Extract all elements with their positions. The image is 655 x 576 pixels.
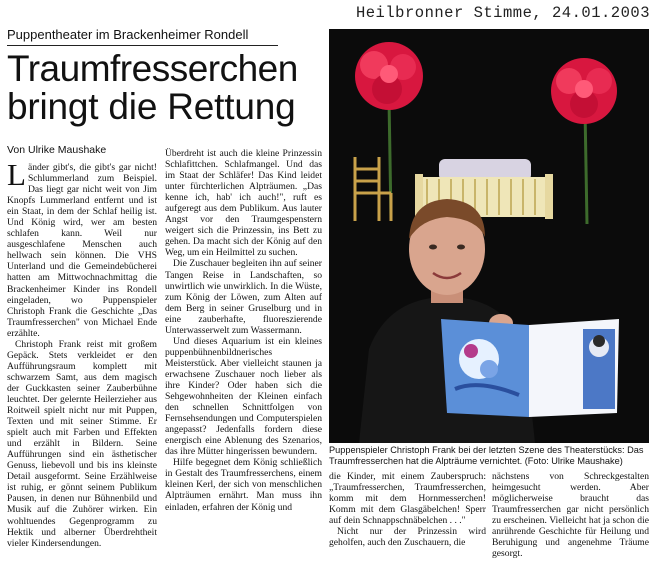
article-column-2 <box>165 148 322 574</box>
paragraph: Nicht nur der Prinzessin wird geholfen, auch den Zuschauern, die <box>329 526 486 549</box>
paragraph: Überdreht ist auch die kleine Prinzessin Schlafittchen. Schlafmangel. Und das im Staat der Schläfer! Das Kind leidet unter fürchterlichen Alpträumen. „Das kenne ich, hab' ich auch!", ruft es aufgeregt aus dem Publikum. Aus lauter Angst vor den Traumgespenstern weigert sich die Prinzessin, ins Bett zu gehen. Da macht sich der König auf den Weg, um ein Heilmittel zu suchen. <box>165 148 322 259</box>
open-picture-book <box>441 319 619 417</box>
headline <box>7 50 327 126</box>
flower-stem-right <box>585 109 587 224</box>
article-photo <box>329 29 649 443</box>
paragraph: Hilfe begegnet dem König schließlich in Gestalt des Traumfresserchens, einem kleinen Kerl, der sich von menschlichen Alpträumen ernährt. Man muss ihn einladen, erfahren der König und <box>165 457 322 513</box>
paragraph-lead <box>7 162 157 339</box>
article-kicker: Puppentheater im Brackenheimer Rondell <box>7 27 249 42</box>
article-column-3 <box>329 471 486 575</box>
photo-illustration <box>329 29 649 443</box>
paragraph: Und dieses Aquarium ist ein kleines puppenbühnenbildnerisches Meisterstück. Aber vielleicht staunen ja erwachsene Zuschauer noch lieber als ihre Kinder? Oder haben sich die Sehgewohnheiten der Kleinen einfach den schnellen Schnittfolgen von Fernsehsendungen und Computerspielen angepasst? Jedenfalls fordern diese energisch eine Ablenung des Szenarios, das ihre Mütter hingerissen bewundern. <box>165 335 322 458</box>
paragraph: Die Zuschauer begleiten ihn auf seiner Tangen Reise in Landschaften, so unwirtlich wie unwirklich. In die Wüste, zum König der Löwen, zum Alten auf dem Berg in seiner Gruselburg und in eine zauberhafte, fluoreszierende Unterwasserwelt zum Wassermann. <box>165 258 322 336</box>
article-column-1 <box>7 162 157 574</box>
byline: Von Ulrike Maushake <box>7 144 107 156</box>
paragraph: Christoph Frank reist mit großem Gepäck. Stets verkleidet er den Aufführungsraum komplett mit schwarzem Samt, aus dem magisch der Guckkasten seiner Zauberbühne leuchtet. Der gelernte Heilerzieher aus Roitweil spielt nicht nur mit Puppen, Texten und mit seiner Stimme. Er spielt auch mit Farben und Effekten und erzählt in Bildern. Seine Aufführungen sind ein ästhetischer Genuss, liebevoll und bis ins kleinste Detail ausgeformt. Seine Erzählweise ist ruhig, er gönnt seinem Publikum Pausen, in denen nur Bühnenbild und Musik auf die Zuhörer wirken. Ein wohltuendes Gegenprogramm zu Hektik und alberner Überdrehtheit vieler Kindersendungen. <box>7 338 157 549</box>
newspaper-source-line: Heilbronner Stimme, 24.01.2003 <box>355 4 650 22</box>
drop-cap: L <box>7 162 26 192</box>
rose-right-icon <box>551 58 617 124</box>
paragraph: nächstens von Schreckgestalten heimgesucht werden. Aber möglicherweise braucht das Traumfresserchen gar nicht persönlich zu erscheinen. Vielleicht hat ja schon die anrührende Geschichte für Heilung und Beruhigung und angenehme Träume gesorgt. <box>492 471 649 560</box>
headline-line-1: Traumfresserchen <box>7 48 298 89</box>
kicker-underline <box>7 45 278 46</box>
lead-text: änder gibt's, die gibt's gar nicht! Schlummerland zum Beispiel. Das liegt gar nicht weit von Jim Knopfs Lummerland entfernt und ist ein Staat, in dem der Schlaf heilig ist. Und König wird, wer am besten schlafen kann. Weil nur ausgeschlafene Menschen auch hellwach sein können. Die VHS Unterland und die Gemeindebücherei hatten am Mittwochnachmittag die Brackenheimer Kinder ins Rondell eingeladen, wo Puppenspieler Christoph Frank die Geschichte „Das Traumfresserchen" von Michael Ende erzählte. <box>7 162 157 339</box>
paragraph: die Kinder, mit einem Zauberspruch: „Traumfresserchen, Traumfresserchen, komm mit dem Hornmesserchen! Komm mit dem Glasgäbelchen! Sperr auf dein Schnappschnäbelchen . . ." <box>329 471 486 527</box>
rose-left-icon <box>355 42 423 110</box>
article-column-4 <box>492 471 649 575</box>
headline-line-2: bringt die Rettung <box>7 86 296 127</box>
photo-caption: Puppenspieler Christoph Frank bei der letzten Szene des Theaterstücks: Das Traumfresserchen hat die Alpträume vernichtet. (Foto: Ulrike Maushake) <box>329 445 644 466</box>
